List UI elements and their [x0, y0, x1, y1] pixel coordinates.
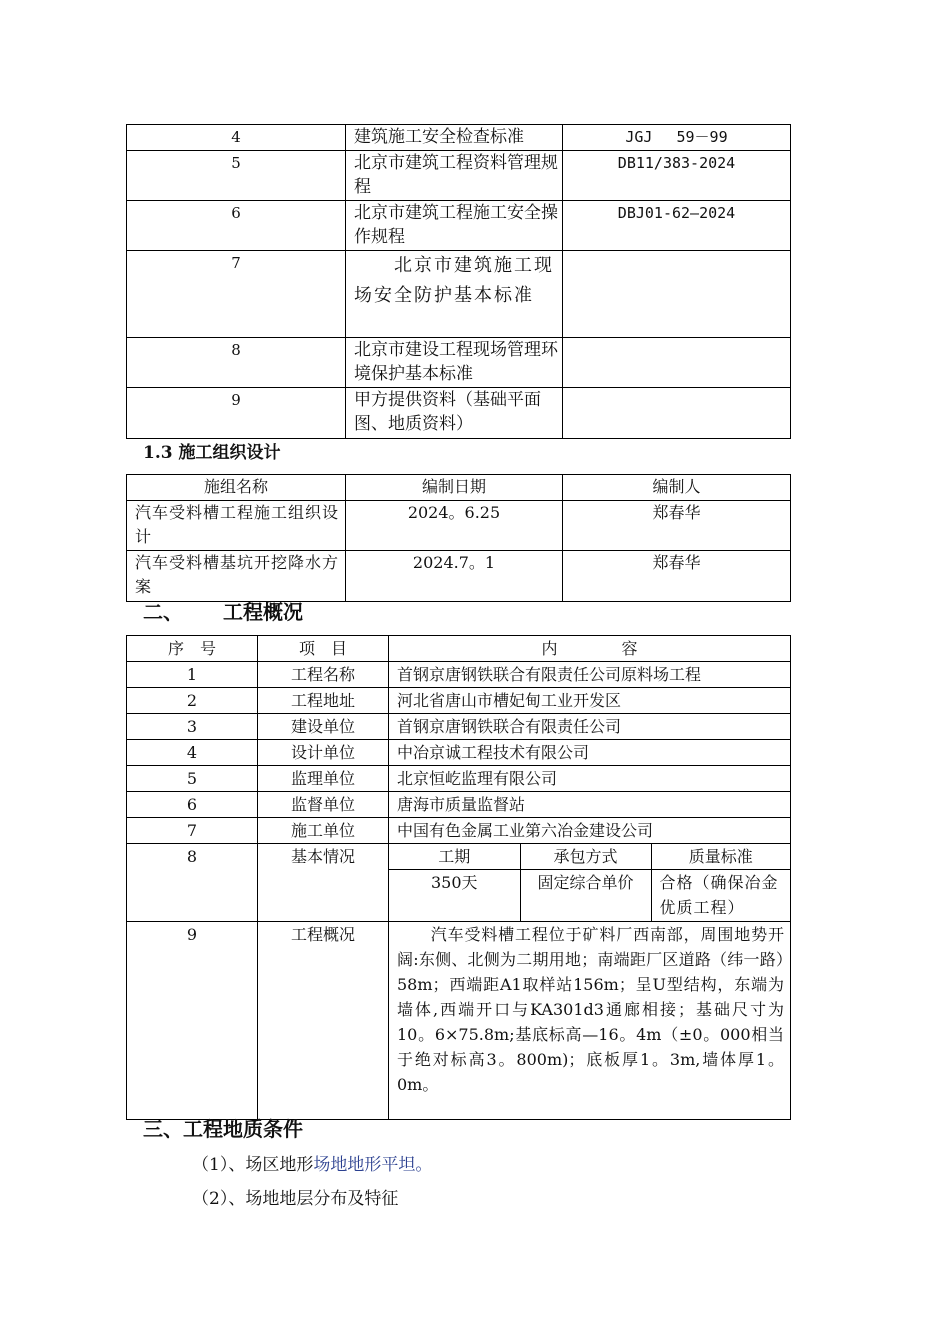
table-row	[127, 338, 791, 388]
table-row	[127, 740, 791, 766]
row-content: 北京恒屹监理有限公司	[389, 766, 791, 792]
paragraph-highlight: 场地地形平坦。	[313, 1155, 433, 1175]
row-item: 建设单位	[258, 714, 389, 740]
row-content: 中国有色金属工业第六冶金建设公司	[389, 818, 791, 844]
table-row	[127, 251, 791, 338]
section-number: 二、	[143, 600, 183, 624]
column-header: 内 容	[389, 636, 791, 662]
table-row	[127, 551, 791, 602]
plan-name: 汽车受料槽工程施工组织设计	[127, 501, 346, 551]
subtable-header: 质量标准	[651, 844, 790, 870]
row-number: 2	[127, 688, 258, 714]
table-header-row	[127, 475, 791, 501]
row-item: 工程概况	[258, 921, 389, 1119]
section-heading-1-3: 1.3 施工组织设计	[143, 443, 281, 463]
table-row	[127, 818, 791, 844]
project-overview-table	[126, 635, 791, 1120]
row-item: 基本情况	[258, 844, 389, 922]
subtable-header: 承包方式	[520, 844, 651, 870]
paragraph-strata: （2）、场地地层分布及特征	[192, 1189, 399, 1209]
project-summary-text: 汽车受料槽工程位于矿料厂西南部，周围地势开阔:东侧、北侧为二期用地；南端距厂区道路（纬一路）58m；西端距A1取样站156m；呈U型结构，东端为墙体,西端开口与KA301d3通廊相接；基础尺寸为10。6×75.8m;基底标高—16。4m（±0。000相当于绝对标高3。800m)；底板厚1。3m,墙体厚1。0m。	[389, 921, 791, 1119]
table-row	[127, 792, 791, 818]
row-item: 监督单位	[258, 792, 389, 818]
section-heading-2	[143, 598, 303, 626]
row-content: 中冶京诚工程技术有限公司	[389, 740, 791, 766]
row-number: 9	[127, 388, 346, 439]
table-row	[127, 201, 791, 251]
row-item: 工程地址	[258, 688, 389, 714]
table-header-row	[127, 636, 791, 662]
standard-name: 甲方提供资料（基础平面图、地质资料）	[346, 388, 563, 439]
standard-code: JGJ 59－99	[563, 125, 791, 151]
row-item: 监理单位	[258, 766, 389, 792]
row-content: 唐海市质量监督站	[389, 792, 791, 818]
table-row	[127, 151, 791, 201]
paragraph-prefix: （1）、场区地形	[192, 1155, 314, 1175]
standard-code: DB11/383-2024	[563, 151, 791, 201]
row-item: 施工单位	[258, 818, 389, 844]
row-number: 5	[127, 151, 346, 201]
subtable-header: 工期	[389, 844, 520, 870]
plan-author: 郑春华	[563, 501, 791, 551]
standards-table	[126, 124, 791, 439]
standard-name: 北京市建筑施工现场安全防护基本标准	[346, 251, 563, 338]
table-row	[127, 388, 791, 439]
row-item: 设计单位	[258, 740, 389, 766]
subtable-header-row	[389, 844, 790, 870]
table-row	[127, 662, 791, 688]
table-row	[127, 714, 791, 740]
column-header: 序 号	[127, 636, 258, 662]
column-header: 编制日期	[346, 475, 563, 501]
quality-standard-value: 合格（确保冶金优质工程）	[659, 873, 779, 917]
column-header: 项 目	[258, 636, 389, 662]
row-number: 6	[127, 792, 258, 818]
row-number: 4	[127, 125, 346, 151]
standard-code	[563, 338, 791, 388]
standard-code	[563, 388, 791, 439]
table-row	[127, 501, 791, 551]
row-content: 河北省唐山市槽妃甸工业开发区	[389, 688, 791, 714]
section-title: 工程概况	[223, 600, 303, 624]
table-row	[127, 688, 791, 714]
paragraph-terrain	[192, 1152, 432, 1178]
subtable-row	[389, 870, 790, 921]
row-number: 7	[127, 251, 346, 338]
standard-code	[563, 251, 791, 338]
standard-name: 北京市建设工程现场管理环境保护基本标准	[346, 338, 563, 388]
row-number: 8	[127, 844, 258, 922]
plan-date: 2024.7。1	[346, 551, 563, 602]
row-item: 工程名称	[258, 662, 389, 688]
row-number: 7	[127, 818, 258, 844]
plan-name: 汽车受料槽基坑开挖降水方案	[127, 551, 346, 602]
row-number: 3	[127, 714, 258, 740]
standard-name: 建筑施工安全检查标准	[346, 125, 563, 151]
row-number: 9	[127, 921, 258, 1119]
table-row	[127, 125, 791, 151]
standard-name: 北京市建筑工程施工安全操作规程	[346, 201, 563, 251]
table-row	[127, 766, 791, 792]
row-content: 首钢京唐钢铁联合有限责任公司	[389, 714, 791, 740]
row-number: 5	[127, 766, 258, 792]
row-number: 4	[127, 740, 258, 766]
section-heading-3: 三、工程地质条件	[143, 1117, 303, 1141]
table-row	[127, 921, 791, 1119]
basic-info-cell	[389, 844, 791, 922]
contract-type-value: 固定综合单价	[520, 870, 651, 921]
org-design-table	[126, 474, 791, 602]
standard-code: DBJ01-62—2024	[563, 201, 791, 251]
standard-name: 北京市建筑工程资料管理规程	[346, 151, 563, 201]
row-number: 6	[127, 201, 346, 251]
row-number: 8	[127, 338, 346, 388]
duration-value: 350天	[389, 870, 520, 921]
row-content: 首钢京唐钢铁联合有限责任公司原料场工程	[389, 662, 791, 688]
basic-info-subtable	[389, 844, 790, 921]
row-number: 1	[127, 662, 258, 688]
column-header: 编制人	[563, 475, 791, 501]
column-header: 施组名称	[127, 475, 346, 501]
plan-author: 郑春华	[563, 551, 791, 602]
table-row	[127, 844, 791, 922]
plan-date: 2024。6.25	[346, 501, 563, 551]
